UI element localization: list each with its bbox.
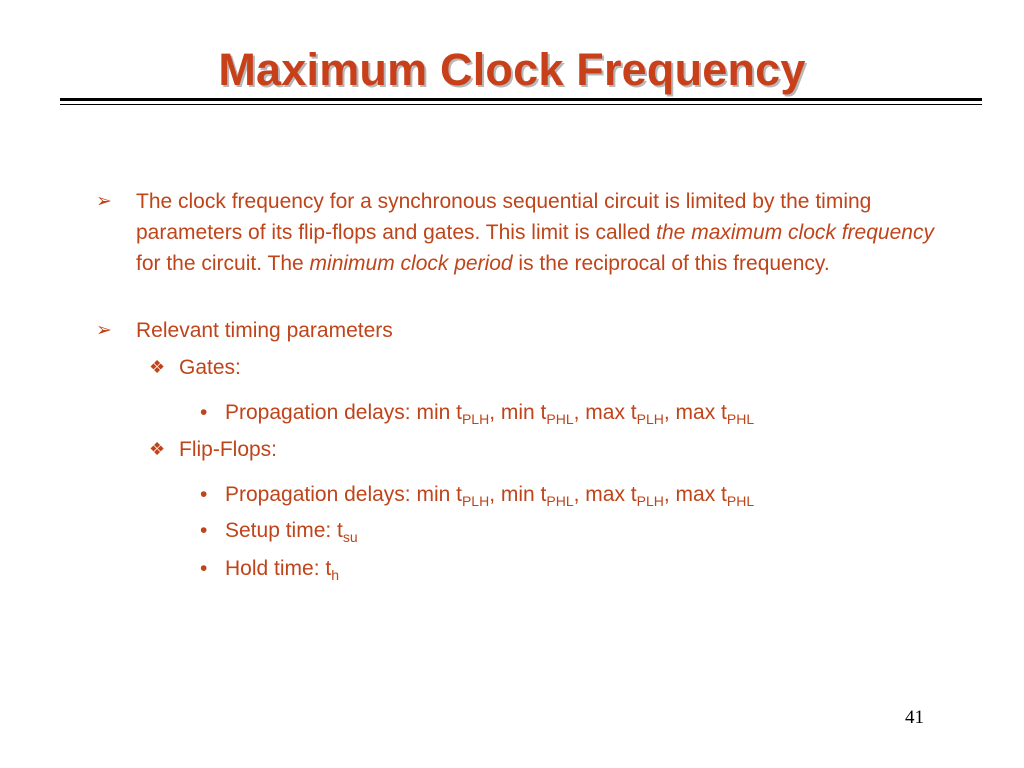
ff-prop-text-3: , max t	[573, 483, 637, 506]
flipflops-propagation-delays	[200, 479, 755, 510]
page-number: 41	[905, 707, 924, 728]
dot-bullet-icon: •	[200, 401, 208, 424]
sub-plh: PLH	[636, 411, 664, 427]
gates-label: Gates:	[179, 356, 241, 379]
bullet1-text-part1: The clock frequency for a synchronous sequential circuit is limited by the timing parameters of its flip-flops and gates. This limit is called	[136, 190, 872, 244]
dot-bullet-icon: •	[200, 557, 208, 580]
bullet2-text: Relevant timing parameters	[136, 319, 393, 342]
sub-bullet-gates	[149, 352, 241, 383]
sub-h: h	[331, 567, 339, 583]
sub-plh: PLH	[461, 493, 490, 509]
arrow-bullet-icon: ➢	[96, 320, 112, 341]
ff-prop-text-2: , min t	[489, 483, 547, 506]
bullet-relevant-timing	[96, 315, 936, 346]
flipflops-label: Flip-Flops:	[179, 438, 278, 461]
gates-prop-text-3: , max t	[573, 401, 637, 424]
gates-propagation-delays	[200, 397, 755, 428]
sub-bullet-flipflops	[149, 434, 278, 465]
gates-prop-text: Propagation delays: min t	[225, 401, 462, 424]
dot-bullet-icon: •	[200, 519, 208, 542]
ff-prop-text: Propagation delays: min t	[225, 483, 462, 506]
sub-phl: PHL	[546, 493, 574, 509]
diamond-bullet-icon: ❖	[149, 439, 166, 459]
dot-bullet-icon: •	[200, 483, 208, 506]
bullet-clock-frequency	[96, 186, 936, 279]
sub-phl: PHL	[726, 493, 755, 509]
sub-plh: PLH	[636, 493, 664, 509]
flipflops-setup-time	[200, 515, 358, 546]
hold-time-text: Hold time: t	[225, 557, 332, 580]
gates-prop-text-4: , max t	[663, 401, 727, 424]
setup-time-text: Setup time: t	[225, 519, 343, 542]
diamond-bullet-icon: ❖	[149, 357, 166, 377]
sub-plh: PLH	[461, 411, 490, 427]
gates-prop-text-2: , min t	[489, 401, 547, 424]
bullet1-text-part2: for the circuit. The	[136, 252, 310, 275]
sub-phl: PHL	[726, 411, 755, 427]
bullet1-italic-max-clock-frequency: the maximum clock frequency	[656, 221, 934, 244]
bullet1-text-part3: is the reciprocal of this frequency.	[512, 252, 830, 275]
bullet1-italic-min-clock-period: minimum clock period	[309, 252, 513, 275]
sub-su: su	[342, 529, 358, 545]
ff-prop-text-4: , max t	[663, 483, 727, 506]
sub-phl: PHL	[546, 411, 574, 427]
flipflops-hold-time	[200, 553, 339, 584]
arrow-bullet-icon: ➢	[96, 191, 112, 212]
slide-title: Maximum Clock Frequency	[218, 44, 806, 95]
